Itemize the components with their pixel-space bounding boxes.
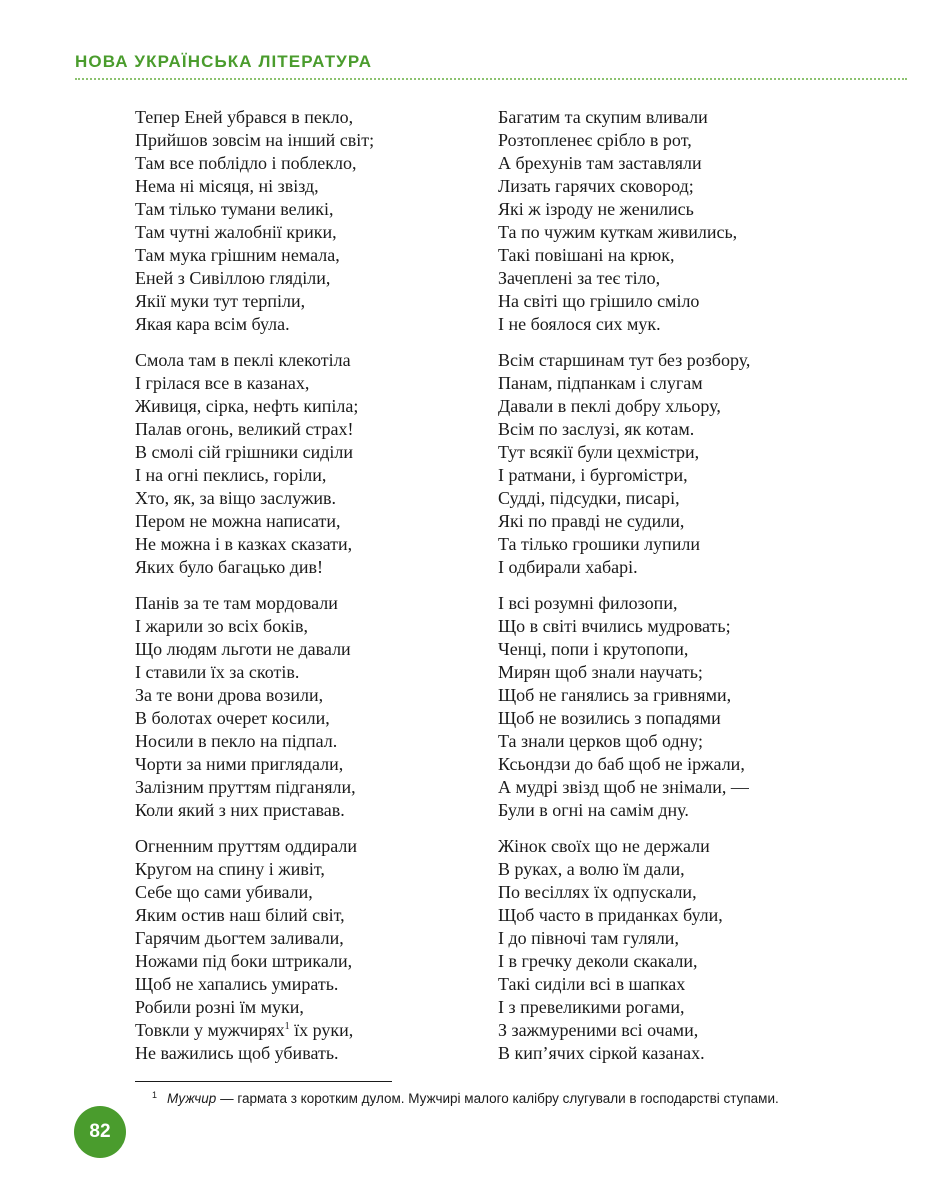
stanza <box>498 592 838 822</box>
verse-line: Розтопленеє срібло в рот, <box>498 130 692 150</box>
verse-line: Які ж ізроду не женились <box>498 199 694 219</box>
verse-line: Такі сиділи всі в шапках <box>498 974 686 994</box>
verse-line: І грілася все в казанах, <box>135 373 310 393</box>
verse-line: Зачеплені за теє тіло, <box>498 268 661 288</box>
verse-line-with-footnote <box>135 1019 475 1042</box>
footnote-text: — гармата з коротким дулом. Мужчирі малого калібру слугували в господарстві ступами. <box>216 1091 779 1106</box>
verse-line: За те вони дрова возили, <box>135 685 324 705</box>
verse-line: Всім по заслузі, як котам. <box>498 419 695 439</box>
verse-line: Які по правді не судили, <box>498 511 685 531</box>
verse-line: Мирян щоб знали научать; <box>498 662 703 682</box>
verse-line: Там все поблідло і поблекло, <box>135 153 357 173</box>
footnote-term: Мужчир <box>167 1091 217 1106</box>
verse-line: В кип’ячих сіркой казанах. <box>498 1043 705 1063</box>
verse-line: Ножами під боки штрикали, <box>135 951 353 971</box>
verse-line: В смолі сій грішники сиділи <box>135 442 354 462</box>
verse-line: З зажмуреними всі очами, <box>498 1020 699 1040</box>
verse-line: Нема ні місяця, ні звізд, <box>135 176 319 196</box>
verse-line: І ставили їх за скотів. <box>135 662 300 682</box>
verse-line: Та тілько грошики лупили <box>498 534 701 554</box>
verse-line: Панам, підпанкам і слугам <box>498 373 703 393</box>
verse-line: І до півночі там гуляли, <box>498 928 679 948</box>
stanza <box>498 835 838 1065</box>
verse-line: А брехунів там заставляли <box>498 153 702 173</box>
footnote-reference[interactable]: 1 <box>284 1021 290 1032</box>
verse-line: Всім старшинам тут без розбору, <box>498 350 751 370</box>
verse-line: По весіллях їх одпускали, <box>498 882 697 902</box>
verse-line: Ксьондзи до баб щоб не іржали, <box>498 754 745 774</box>
verse-line: Щоб часто в приданках були, <box>498 905 723 925</box>
verse-line: Живиця, сірка, нефть кипіла; <box>135 396 359 416</box>
verse-line: А мудрі звізд щоб не знімали, — <box>498 777 749 797</box>
verse-line: Хто, як, за віщо заслужив. <box>135 488 337 508</box>
verse-line: Огненним пруттям оддирали <box>135 836 358 856</box>
verse-line: Такі повішані на крюк, <box>498 245 675 265</box>
verse-line: Пером не можна написати, <box>135 511 341 531</box>
verse-line: Лизать гарячих сковород; <box>498 176 694 196</box>
verse-line: Робили розні їм муки, <box>135 997 304 1017</box>
verse-line: Коли який з них приставав. <box>135 800 345 820</box>
verse-line: І жарили зо всіх боків, <box>135 616 308 636</box>
verse-line: Давали в пеклі добру хльору, <box>498 396 721 416</box>
verse-line: Якії муки тут терпіли, <box>135 291 306 311</box>
footnote-number: 1 <box>152 1089 158 1100</box>
verse-line: Кругом на спину і живіт, <box>135 859 325 879</box>
verse-line: Та по чужим куткам живились, <box>498 222 738 242</box>
verse-line: І з превеликими рогами, <box>498 997 685 1017</box>
verse-line: Тепер Еней убрався в пекло, <box>135 107 354 127</box>
verse-line: Залізним пруттям підганяли, <box>135 777 356 797</box>
verse-line: Тут всякії були цехмістри, <box>498 442 700 462</box>
verse-line: І одбирали хабарі. <box>498 557 638 577</box>
verse-line: І на огні пеклись, горіли, <box>135 465 327 485</box>
footnote-divider <box>135 1081 392 1082</box>
verse-line: І не боялося сих мук. <box>498 314 661 334</box>
verse-line: Гарячим дьогтем заливали, <box>135 928 344 948</box>
verse-line: Прийшов зовсім на інший світ; <box>135 130 375 150</box>
verse-line-text: Товкли у мужчирях <box>135 1020 285 1040</box>
verse-line: Щоб не возились з попадями <box>498 708 721 728</box>
stanza <box>135 835 475 1065</box>
verse-line: І в гречку деколи скакали, <box>498 951 698 971</box>
verse-line: Щоб не хапались умирать. <box>135 974 339 994</box>
footnote <box>152 1090 912 1108</box>
page-number-badge <box>74 1106 126 1158</box>
verse-line: Багатим та скупим вливали <box>498 107 708 127</box>
verse-line: Що людям льготи не давали <box>135 639 351 659</box>
verse-line: Жінок своїх що не держали <box>498 836 710 856</box>
verse-line: Не важились щоб убивать. <box>135 1043 339 1063</box>
verse-line: Яких було багацько див! <box>135 557 324 577</box>
stanza <box>498 349 838 579</box>
verse-line: Яким остив наш білий світ, <box>135 905 345 925</box>
verse-line: І всі розумні филозопи, <box>498 593 678 613</box>
verse-line: Панів за те там мордовали <box>135 593 338 613</box>
stanza <box>135 592 475 822</box>
verse-line: Там мука грішним немала, <box>135 245 340 265</box>
verse-line: Якая кара всім була. <box>135 314 290 334</box>
stanza <box>135 106 475 336</box>
verse-line: В руках, а волю їм дали, <box>498 859 685 879</box>
verse-line: В болотах очерет косили, <box>135 708 330 728</box>
verse-line: Там чутні жалобнії крики, <box>135 222 337 242</box>
verse-line: Ченці, попи і крутопопи, <box>498 639 689 659</box>
verse-line: Не можна і в казках сказати, <box>135 534 353 554</box>
verse-line-tail: їх руки, <box>289 1020 354 1040</box>
poem-column-right <box>498 106 838 1078</box>
verse-line: Були в огні на самім дну. <box>498 800 689 820</box>
verse-line: Щоб не ганялись за гривнями, <box>498 685 732 705</box>
stanza <box>498 106 838 336</box>
verse-line: Там тілько тумани великі, <box>135 199 334 219</box>
verse-line: І ратмани, і бургомістри, <box>498 465 688 485</box>
verse-line: Себе що сами убивали, <box>135 882 313 902</box>
page-number: 82 <box>89 1121 111 1142</box>
header-divider <box>75 78 907 80</box>
stanza <box>135 349 475 579</box>
section-title: НОВА УКРАЇНСЬКА ЛІТЕРАТУРА <box>75 52 373 71</box>
verse-line: Носили в пекло на підпал. <box>135 731 338 751</box>
poem-column-left <box>135 106 475 1078</box>
verse-line: Палав огонь, великий страх! <box>135 419 354 439</box>
verse-line: Що в світі вчились мудровать; <box>498 616 731 636</box>
verse-line: Смола там в пеклі клекотіла <box>135 350 351 370</box>
verse-line: На світі що грішило сміло <box>498 291 700 311</box>
verse-line: Чорти за ними приглядали, <box>135 754 344 774</box>
verse-line: Судді, підсудки, писарі, <box>498 488 680 508</box>
verse-line: Еней з Сивіллою гляділи, <box>135 268 331 288</box>
verse-line: Та знали церков щоб одну; <box>498 731 704 751</box>
